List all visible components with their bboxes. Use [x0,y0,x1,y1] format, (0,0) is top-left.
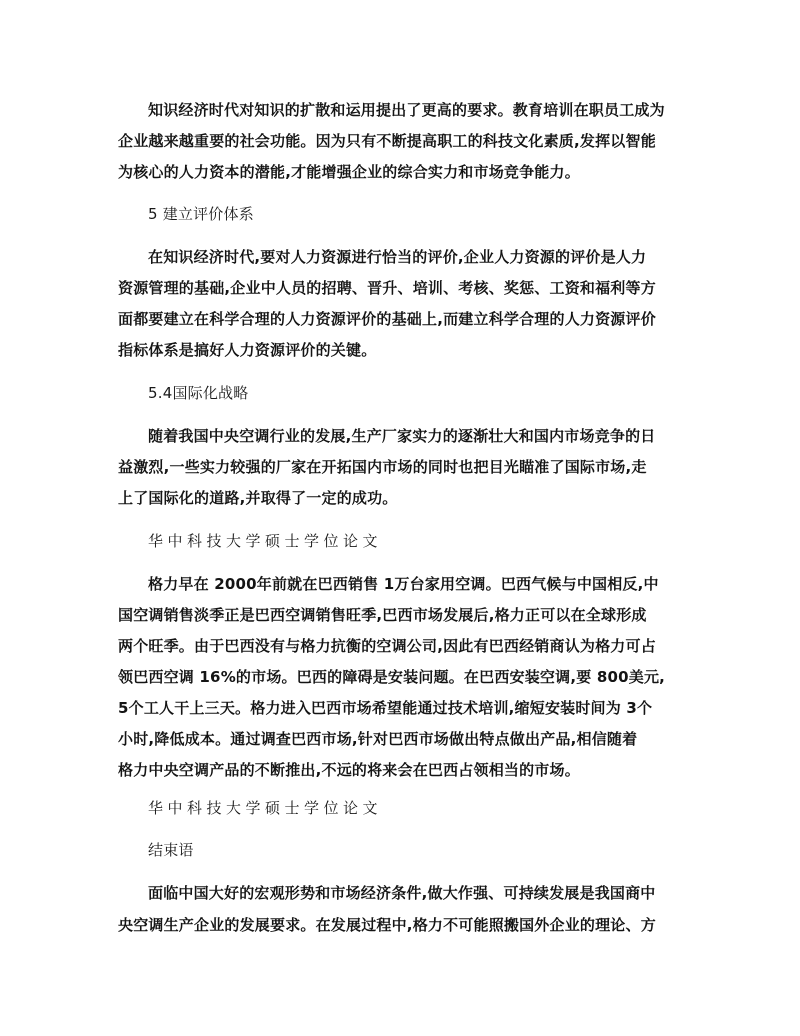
text-line: 格力中央空调产品的不断推出,不远的将来会在巴西占领相当的市场。 [118,761,580,779]
text-line: 随着我国中央空调行业的发展,生产厂家实力的逐渐壮大和国内市场竞争的日 [148,427,656,445]
text-line: 面都要建立在科学合理的人力资源评价的基础上,而建立科学合理的人力资源评价 [118,310,656,328]
text-line: 小时,降低成本。通过调查巴西市场,针对巴西市场做出特点做出产品,相信随着 [118,730,638,748]
text-line: 为核心的人力资本的潜能,才能增强企业的综合实力和市场竞争能力。 [118,163,580,181]
text-line: 5个工人干上三天。格力进入巴西市场希望能通过技术培训,缩短安装时间为 3个 [118,699,653,717]
text-line: 在知识经济时代,要对人力资源进行恰当的评价,企业人力资源的评价是人力 [148,248,647,266]
running-header: 华中科技大学硕士学位论文 [148,532,383,550]
running-header: 华中科技大学硕士学位论文 [148,799,383,817]
section-heading: 结束语 [148,841,194,859]
text-line: 央空调生产企业的发展要求。在发展过程中,格力不可能照搬国外企业的理论、方 [118,916,656,934]
text-line: 领巴西空调 16%的市场。巴西的障碍是安装问题。在巴西安装空调,要 800美元, [118,668,666,686]
text-line: 两个旺季。由于巴西没有与格力抗衡的空调公司,因此有巴西经销商认为格力可占 [118,637,656,655]
text-line: 指标体系是搞好人力资源评价的关键。 [118,341,377,359]
text-line: 资源管理的基础,企业中人员的招聘、晋升、培训、考核、奖惩、工资和福利等方 [118,279,656,297]
section-heading: 5 建立评价体系 [148,205,254,223]
text-line: 国空调销售淡季正是巴西空调销售旺季,巴西市场发展后,格力正可以在全球形成 [118,606,647,624]
text-line: 益激烈,一些实力较强的厂家在开拓国内市场的同时也把目光瞄准了国际市场,走 [118,458,647,476]
text-line: 格力早在 2000年前就在巴西销售 1万台家用空调。巴西气候与中国相反,中 [148,575,659,593]
section-heading: 5.4国际化战略 [148,384,249,402]
text-line: 企业越来越重要的社会功能。因为只有不断提高职工的科技文化素质,发挥以智能 [118,132,656,150]
text-line: 面临中国大好的宏观形势和市场经济条件,做大作强、可持续发展是我国商中 [148,884,656,902]
text-line: 上了国际化的道路,并取得了一定的成功。 [118,489,398,507]
text-line: 知识经济时代对知识的扩散和运用提出了更高的要求。教育培训在职员工成为 [148,101,665,119]
